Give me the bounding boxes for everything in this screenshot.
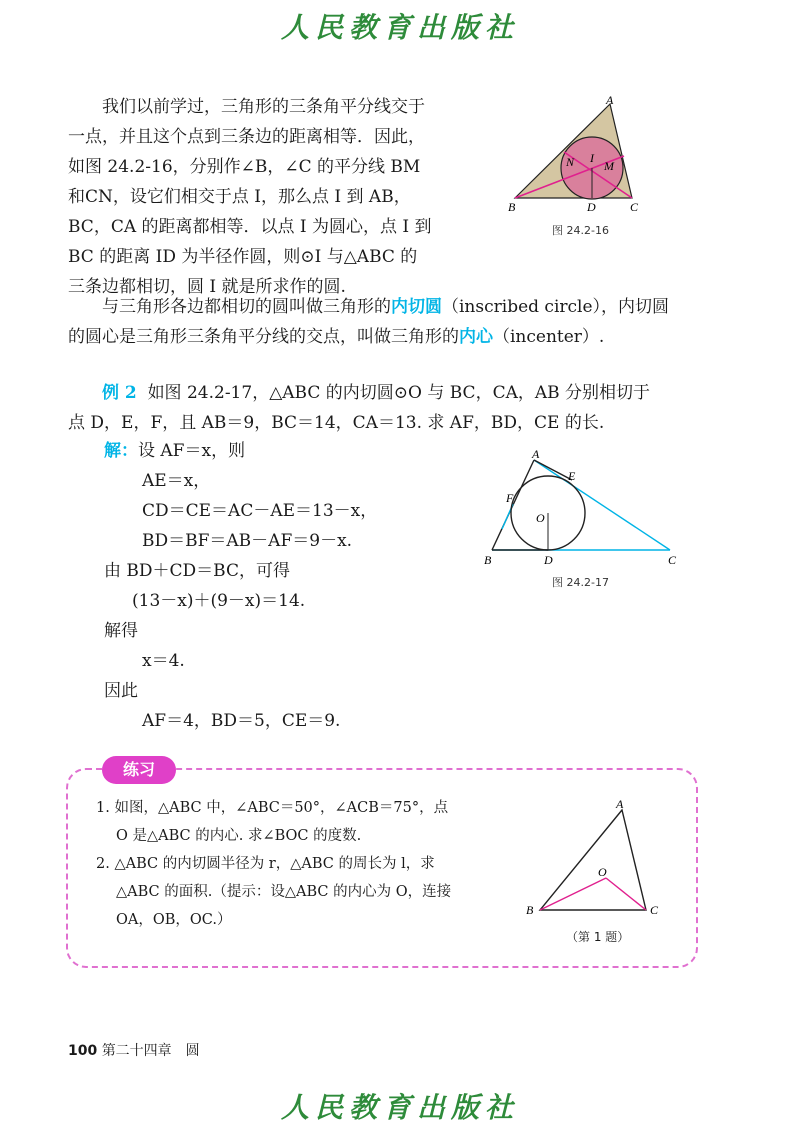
definition-text: 的圆心是三角形三条角平分线的交点，叫做三角形的 <box>68 327 459 347</box>
intro-line: 我们以前学过，三角形的三条角平分线交于 <box>102 97 425 117</box>
figure-24-2-16 <box>500 92 660 237</box>
side-ac <box>534 460 670 550</box>
exercise-figure <box>520 792 680 922</box>
intro-line: 如图 24.2-16，分别作∠B，∠C 的平分线 BM <box>68 157 421 177</box>
segment-ob <box>540 878 606 910</box>
label-a: A <box>616 797 624 811</box>
intro-line: BC 的距离 ID 为半径作圆，则⊙I 与△ABC 的 <box>68 247 418 267</box>
publisher-logo-top: 人民教育出版社 <box>280 11 519 44</box>
label-b: B <box>484 553 492 567</box>
solution-line: AE＝x， <box>142 471 211 491</box>
example-block <box>68 378 708 438</box>
definition-paragraph <box>68 292 708 352</box>
solution-label: 解： <box>104 441 138 461</box>
page-number: 100 <box>68 1043 98 1059</box>
solution-line: BD＝BF＝AB－AF＝9－x. <box>142 531 353 551</box>
label-n: N <box>566 155 575 169</box>
solution-line: (13－x)＋(9－x)＝14. <box>132 591 306 611</box>
exercise-questions <box>96 794 516 934</box>
definition-line-1 <box>68 292 708 322</box>
label-b: B <box>526 903 534 917</box>
label-o: O <box>598 865 607 879</box>
exercise-q2-line: 2. △ABC 的内切圆半径为 r，△ABC 的周长为 l，求 <box>96 856 435 872</box>
solution-line: x＝4. <box>142 651 185 671</box>
term-inscribed-circle: 内切圆 <box>391 297 442 317</box>
example-line-1 <box>68 378 708 408</box>
solution-line: AF＝4，BD＝5，CE＝9. <box>142 711 341 731</box>
label-c: C <box>650 903 659 917</box>
figure-24-2-17 <box>480 446 690 576</box>
exercise-q2-line: OA，OB，OC.） <box>116 912 232 928</box>
definition-text: 与三角形各边都相切的圆叫做三角形的 <box>102 297 391 317</box>
exercise-q2-line: △ABC 的面积.（提示：设△ABC 的内心为 O，连接 <box>116 884 452 900</box>
label-d: D <box>544 553 553 567</box>
intro-line: 三条边都相切，圆 I 就是所求作的圆. <box>68 277 346 297</box>
intro-line: 一点，并且这个点到三条边的距离相等．因此， <box>68 127 425 147</box>
example-line-2: 点 D，E，F，且 AB＝9，BC＝14，CA＝13. 求 AF，BD，CE 的长. <box>68 413 605 433</box>
term-incenter: 内心 <box>459 327 493 347</box>
label-f: F <box>506 491 514 505</box>
solution-line <box>104 436 464 466</box>
label-b: B <box>508 200 516 214</box>
figure-caption: 图 24.2-17 <box>552 576 609 589</box>
label-c: C <box>668 553 677 567</box>
label-c: C <box>630 200 639 214</box>
definition-text: （inscribed circle），内切圆 <box>442 297 670 317</box>
solution-block <box>104 436 464 736</box>
solution-text: 设 AF＝x，则 <box>138 441 246 461</box>
publisher-logo-bottom: 人民教育出版社 <box>280 1091 519 1124</box>
page-footer <box>68 1040 200 1060</box>
solution-line: 因此 <box>104 681 138 701</box>
label-i: I <box>590 151 594 165</box>
label-d: D <box>587 200 596 214</box>
solution-line: 解得 <box>104 621 138 641</box>
label-m: M <box>604 159 614 173</box>
solution-line: CD＝CE＝AC－AE＝13－x， <box>142 501 378 521</box>
exercise-q1-line: O 是△ABC 的内心. 求∠BOC 的度数. <box>116 828 362 844</box>
definition-text: （incenter）. <box>493 327 605 347</box>
label-a: A <box>532 447 540 461</box>
figure-caption: 图 24.2-16 <box>552 224 609 237</box>
chapter-title: 第二十四章 圆 <box>101 1043 200 1059</box>
exercise-q1-line: 1. 如图，△ABC 中，∠ABC＝50°，∠ACB＝75°，点 <box>96 800 449 816</box>
intro-line: 和CN，设它们相交于点 I，那么点 I 到 AB， <box>68 187 411 207</box>
label-o: O <box>536 511 545 525</box>
intro-line: BC，CA 的距离都相等．以点 I 为圆心，点 I 到 <box>68 217 432 237</box>
example-text: 如图 24.2-17，△ABC 的内切圆⊙O 与 BC，CA，AB 分别相切于 <box>147 383 651 403</box>
label-e: E <box>568 469 576 483</box>
label-a: A <box>606 93 614 107</box>
exercise-figure-caption: （第 1 题） <box>566 930 630 944</box>
intro-paragraph <box>68 92 478 302</box>
triangle-abc <box>540 810 646 910</box>
solution-line: 由 BD＋CD＝BC，可得 <box>104 561 290 581</box>
example-label: 例 2 <box>102 383 137 403</box>
definition-line-2 <box>68 322 708 352</box>
exercise-title-badge: 练习 <box>102 756 176 784</box>
